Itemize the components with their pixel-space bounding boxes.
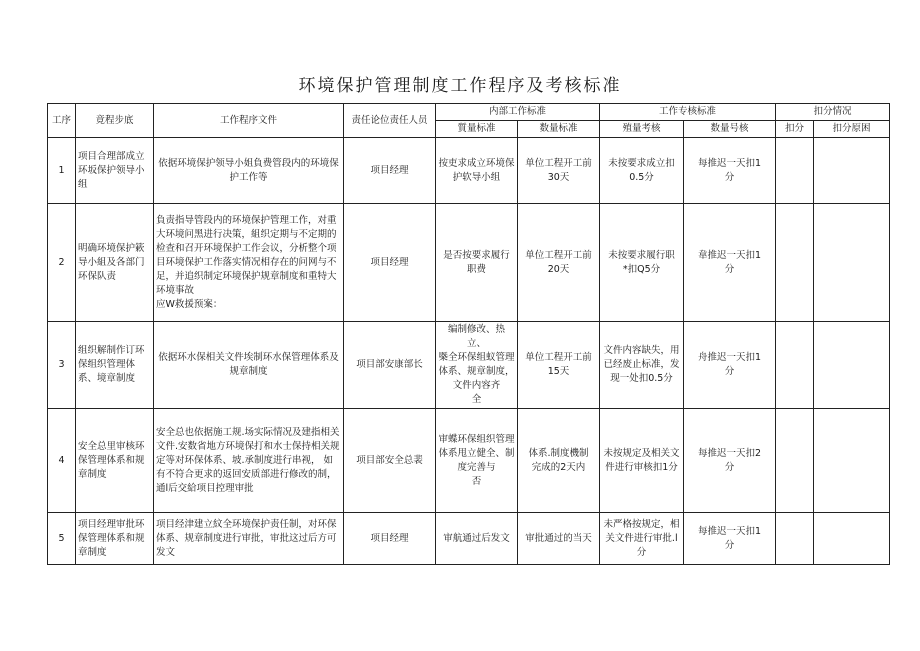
step-no-cell: 5 <box>48 513 76 565</box>
deduct-reason-cell <box>814 322 890 409</box>
header-process-step: 竟程步底 <box>76 104 154 138</box>
program-doc-cell: 项目经津建立紋全环境保护责任制，对环保体系、规章制度进行审批，审批这过后方可发文 <box>154 513 344 565</box>
quantity-exam-cell: 每推迟一天扣1 分 <box>684 513 776 565</box>
quantity-standard-cell: 单位工程开工前 15天 <box>518 322 600 409</box>
program-doc-cell: 負责指导管段内的环境保护管理工作，对重大环境问黑进行决策，組织定期与不定期的检查和召开环境保护工作会议，分析整个项目环境保护工作落实情况相存在的问网与不足，并追织制定环境保护规章制度和重特大环境事故 应W救援预案： <box>154 204 344 322</box>
quantity-standard-cell: 单位工程开工前 20天 <box>518 204 600 322</box>
quantity-standard-cell: 体系.制度機制 完成的2天内 <box>518 409 600 513</box>
responsible-cell: 项目经理 <box>344 138 436 204</box>
quality-standard-cell: 按吏求成立环境保护软导小组 <box>436 138 518 204</box>
quantity-exam-cell: 每推迟一天扣1 分 <box>684 138 776 204</box>
quantity-exam-cell: 每推迟一天扣2 分 <box>684 409 776 513</box>
header-quality-standard: 質量标准 <box>436 121 518 138</box>
process-step-cell: 项目合理部成立环坂保护领导小组 <box>76 138 154 204</box>
responsible-cell: 项目部安康部长 <box>344 322 436 409</box>
quantity-standard-cell: 审批通过的当天 <box>518 513 600 565</box>
program-doc-cell: 依据环水保相关文件埃制环水保管理体系及规章制度 <box>154 322 344 409</box>
step-no-cell: 2 <box>48 204 76 322</box>
process-step-cell: 项目经理审批环保管理体系和规章制度 <box>76 513 154 565</box>
quantity-exam-cell: 韋推迟一天扣1 分 <box>684 204 776 322</box>
standards-table <box>47 103 890 565</box>
responsible-cell: 项目部安全总裴 <box>344 409 436 513</box>
header-quantity-standard: 数量标准 <box>518 121 600 138</box>
process-step-cell: 明确环境保护簌导小組及各部门环保队责 <box>76 204 154 322</box>
table-row <box>48 409 890 513</box>
quality-exam-cell: 未按规定及相关文件进行审核扣1分 <box>600 409 684 513</box>
deduct-reason-cell <box>814 138 890 204</box>
step-no-cell: 4 <box>48 409 76 513</box>
deduct-points-cell <box>776 322 814 409</box>
program-doc-cell: 依据环境保护领导小姐負费管段内的环境保护工作等 <box>154 138 344 204</box>
quality-standard-cell: 是否按要求履行 职费 <box>436 204 518 322</box>
header-deduct-points: 扣分 <box>776 121 814 138</box>
quality-exam-cell: 未按要求成立扣 0.5分 <box>600 138 684 204</box>
table-row <box>48 322 890 409</box>
responsible-cell: 项目经理 <box>344 513 436 565</box>
header-step-no: 工序 <box>48 104 76 138</box>
quantity-exam-cell: 舟推迟一天扣1 分 <box>684 322 776 409</box>
table-row <box>48 513 890 565</box>
header-internal-standard: 内部工作标准 <box>436 104 600 121</box>
header-exam-standard: 工作专核标准 <box>600 104 776 121</box>
quality-exam-cell: 文件内容缺失，用已经废止标准，发现一处扣0.5分 <box>600 322 684 409</box>
deduct-points-cell <box>776 138 814 204</box>
page-title: 环境保护管理制度工作程序及考核标准 <box>298 76 622 96</box>
deduct-reason-cell <box>814 513 890 565</box>
program-doc-cell: 安全总也依据施工规.场实际情况及建指相关文件.安数省地方环境保打和水士保持相关规定等对环保体系、坡.承制度进行串视， 如有不符合更求的返回安质部进行修改的制， 通l后交給项目控理审批 <box>154 409 344 513</box>
quality-standard-cell: 审航通过后发文 <box>436 513 518 565</box>
header-responsible: 责任论位责任人员 <box>344 104 436 138</box>
quality-standard-cell: 审蝶环保组织管理体系甩立健全、制度完善与 否 <box>436 409 518 513</box>
table-row <box>48 204 890 322</box>
header-quality-exam: 殖量考核 <box>600 121 684 138</box>
quality-exam-cell: 未严格按规定，相关文件进行审批.l 分 <box>600 513 684 565</box>
header-quantity-exam: 数量号核 <box>684 121 776 138</box>
quantity-standard-cell: 单位工程开工前 30天 <box>518 138 600 204</box>
quality-standard-cell: 编制修改、热 立、 槩全环保组蚁管理体系、规章制度，文件内容齐 全 <box>436 322 518 409</box>
deduct-points-cell <box>776 409 814 513</box>
header-deduction: 扣分情况 <box>776 104 890 121</box>
deduct-reason-cell <box>814 204 890 322</box>
deduct-points-cell <box>776 204 814 322</box>
responsible-cell: 项目经理 <box>344 204 436 322</box>
process-step-cell: 组织解制作订环保组织管理体系、境章制度 <box>76 322 154 409</box>
quality-exam-cell: 未按要求履行职 *扣Q5分 <box>600 204 684 322</box>
table-row <box>48 138 890 204</box>
process-step-cell: 安全总里审核环保管理体系和规章制度 <box>76 409 154 513</box>
header-program-doc: 工作程序文件 <box>154 104 344 138</box>
deduct-reason-cell <box>814 409 890 513</box>
header-deduct-reason: 扣分原困 <box>814 121 890 138</box>
step-no-cell: 1 <box>48 138 76 204</box>
step-no-cell: 3 <box>48 322 76 409</box>
deduct-points-cell <box>776 513 814 565</box>
